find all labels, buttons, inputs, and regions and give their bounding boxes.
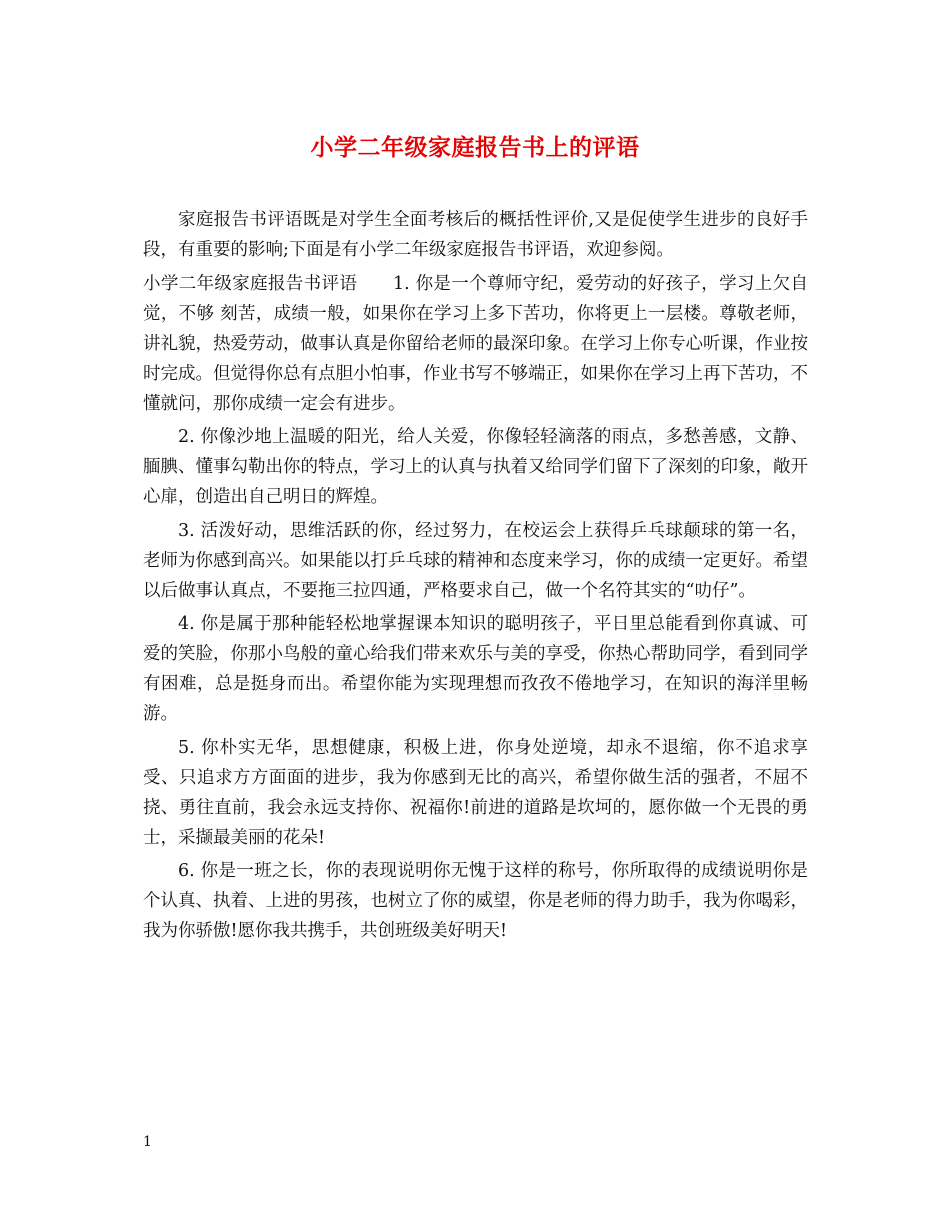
comment-paragraph-4: 4. 你是属于那种能轻松地掌握课本知识的聪明孩子，平日里总能看到你真诚、可爱的笑脸，你那小鸟般的童心给我们带来欢乐与美的享受，你热心帮助同学，看到同学有困难，总是挺身而出。希望你能为实现理想而孜孜不倦地学习，在知识的海洋里畅游。 <box>143 614 808 724</box>
comment-paragraph-1: 小学二年级家庭报告书评语 1. 你是一个尊师守纪，爱劳动的好孩子，学习上欠自觉，不够 刻苦，成绩一般，如果你在学习上多下苦功，你将更上一层楼。尊敬老师，讲礼貌，热爱劳动，做事认真是你留给老师的最深印象。在学习上你专心听课，作业按时完成。但觉得你总有点胆小怕事，作业书写不够端正，如果你在学习上再下苦功，不懂就问，那你成绩一定会有进步。 <box>143 273 808 414</box>
page-number: 1 <box>143 1134 152 1150</box>
comment-paragraph-6: 6. 你是一班之长，你的表现说明你无愧于这样的称号，你所取得的成绩说明你是个认真、执着、上进的男孩，也树立了你的威望，你是老师的得力助手，我为你喝彩，我为你骄傲!愿你我共携手，共创班级美好明天! <box>143 861 808 941</box>
comment-paragraph-5: 5. 你朴实无华，思想健康，积极上进，你身处逆境，却永不退缩，你不追求享受、只追求方方面面的进步，我为你感到无比的高兴，希望你做生活的强者，不屈不挠、勇往直前，我会永远支持你、祝福你!前进的道路是坎坷的，愿你做一个无畏的勇士，采撷最美丽的花朵! <box>143 737 808 848</box>
document-body <box>143 205 808 950</box>
document-title: 小学二年级家庭报告书上的评语 <box>310 134 640 161</box>
intro-paragraph: 家庭报告书评语既是对学生全面考核后的概括性评价,又是促使学生进步的良好手段，有重要的影响;下面是有小学二年级家庭报告书评语，欢迎参阅。 <box>143 210 808 260</box>
comment-paragraph-3: 3. 活泼好动，思维活跃的你，经过努力，在校运会上获得乒乓球颠球的第一名，老师为你感到高兴。如果能以打乒乓球的精神和态度来学习，你的成绩一定更好。希望以后做事认真点，不要拖三拉四通，严格要求自己，做一个名符其实的“叻仔”。 <box>143 520 808 601</box>
comment-paragraph-2: 2. 你像沙地上温暖的阳光，给人关爱，你像轻轻滴落的雨点，多愁善感，文静、腼腆、懂事勾勒出你的特点，学习上的认真与执着又给同学们留下了深刻的印象，敞开心扉，创造出自己明日的辉煌。 <box>143 427 808 507</box>
